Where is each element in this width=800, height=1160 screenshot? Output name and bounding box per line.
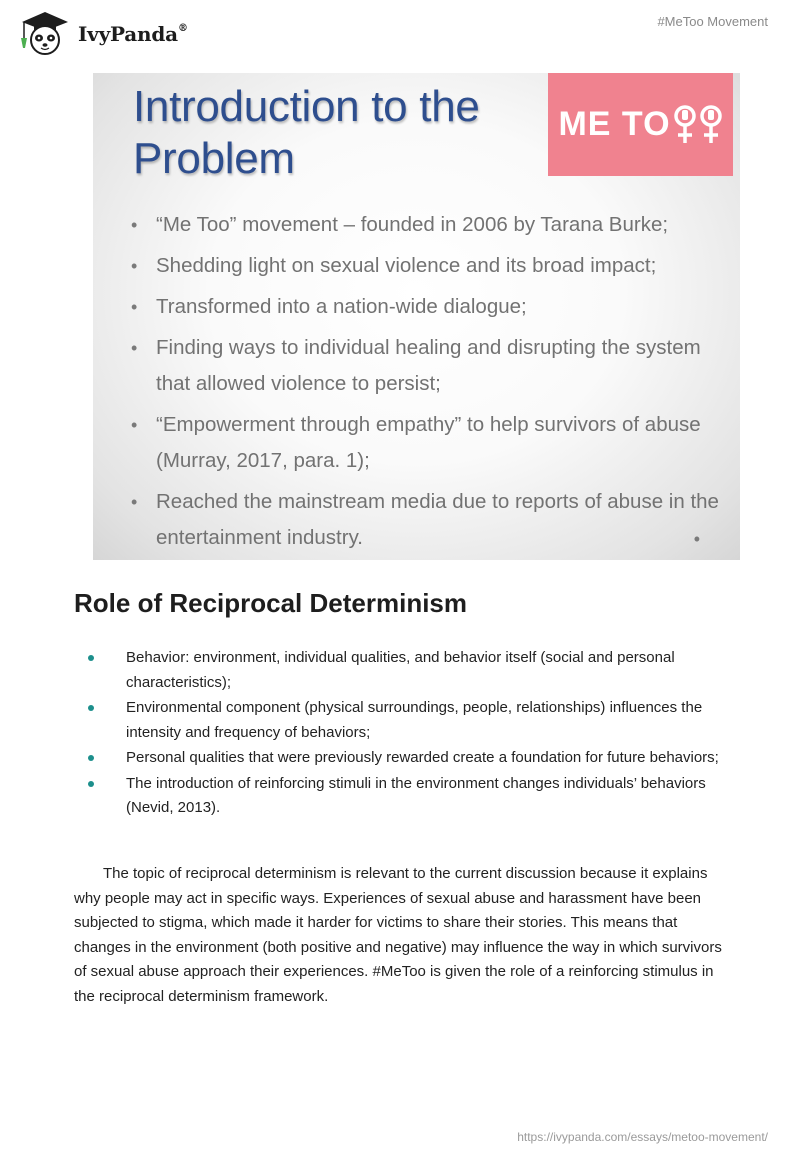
metoo-logo xyxy=(548,73,733,176)
source-url-link[interactable]: https://ivypanda.com/essays/metoo-movement/ xyxy=(517,1130,768,1144)
slide-bullet: • Finding ways to individual healing and disrupting the system that allowed violence to persist; xyxy=(131,330,731,402)
list-item xyxy=(88,746,728,771)
slide-corner-bullet: • xyxy=(693,529,700,549)
slide-bullet: • Reached the mainstream media due to reports of abuse in the entertainment industry. xyxy=(131,484,731,556)
list-item-text: The introduction of reinforcing stimuli in the environment changes individuals’ behaviors (Nevid, 2013). xyxy=(126,774,706,816)
body-paragraph: The topic of reciprocal determinism is relevant to the current discussion because it explains why people may act in specific ways. Experiences of sexual abuse and harassment have been subjected to stigma, which made it harder for victims to share their stories. This means that changes in the environment (both positive and negative) may influence the way in which survivors of sexual abuse approach their experiences. #MeToo is given the role of a reinforcing stimulus in the reciprocal determinism framework. xyxy=(74,865,722,1005)
registered-mark: ® xyxy=(177,23,188,35)
slide-image xyxy=(93,73,740,560)
bullet-dot xyxy=(88,705,94,711)
section-heading: Role of Reciprocal Determinism xyxy=(74,588,467,618)
list-item-text: Personal qualities that were previously rewarded create a foundation for future behaviors; xyxy=(126,749,719,766)
list-item xyxy=(88,646,728,695)
bullet-dot xyxy=(88,655,94,661)
ivypanda-logo[interactable] xyxy=(14,8,188,56)
bullet-dot xyxy=(88,755,94,761)
metoo-logo-text: ME TO xyxy=(558,105,671,143)
document-title: #MeToo Movement xyxy=(657,14,768,29)
slide-title: Introduction to the Problem xyxy=(133,82,480,183)
bullet-list xyxy=(88,646,728,822)
list-item-text: Behavior: environment, individual qualities, and behavior itself (social and personal characteristics); xyxy=(126,649,675,691)
slide-bullet: • Shedding light on sexual violence and its broad impact; xyxy=(131,248,731,284)
bullet-dot xyxy=(88,781,94,787)
slide-bullet: • “Me Too” movement – founded in 2006 by Tarana Burke; xyxy=(131,207,731,243)
list-item-text: Environmental component (physical surroundings, people, relationships) influences the intensity and frequency of behaviors; xyxy=(126,699,703,741)
brand-name: IvyPanda xyxy=(78,22,178,46)
slide-bullet: • Transformed into a nation-wide dialogue; xyxy=(131,289,731,325)
panda-graduate-icon xyxy=(14,8,72,56)
venus-fist-icon xyxy=(673,103,697,147)
venus-fist-icon xyxy=(699,103,723,147)
list-item xyxy=(88,696,728,745)
slide-bullet: • “Empowerment through empathy” to help survivors of abuse (Murray, 2017, para. 1); xyxy=(131,407,731,479)
list-item xyxy=(88,772,728,821)
slide-bullet-list xyxy=(131,207,731,560)
